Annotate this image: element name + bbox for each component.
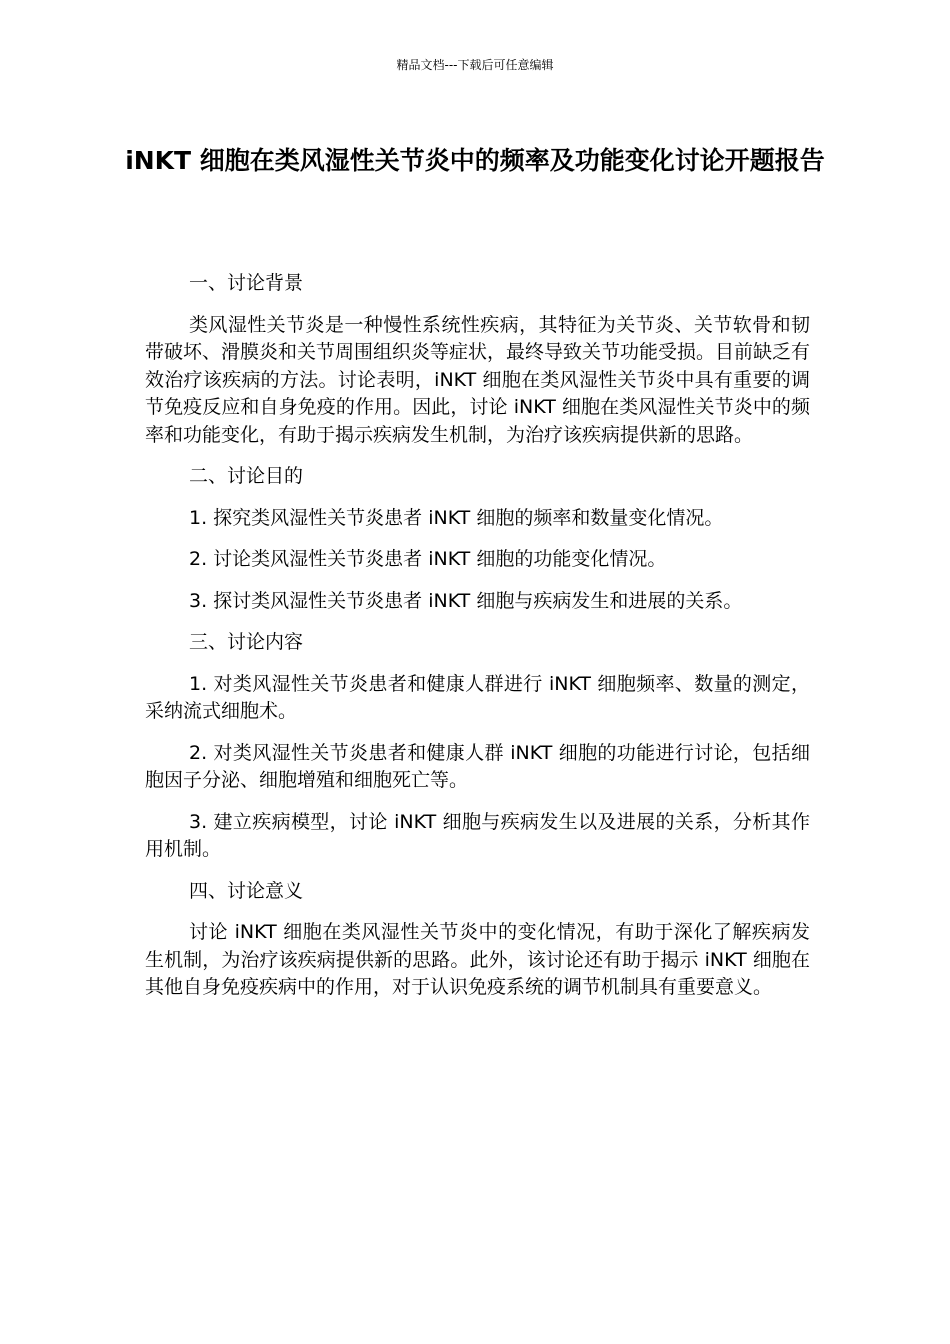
section-heading-background: 一、讨论背景 [189,272,304,294]
section-heading-significance: 四、讨论意义 [189,879,304,902]
document-body [145,270,810,1016]
significance-paragraph: 讨论 iNKT 细胞在类风湿性关节炎中的变化情况，有助于深化了解疾病发生机制，为治疗该疾病提供新的思路。此外，该讨论还有助于揭示 iNKT 细胞在其他自身免疫疾病中的作用，对于认识免疫系统的调节机制具有重要意义。 [145,921,810,998]
section-heading-objectives: 二、讨论目的 [189,465,304,487]
content-item-1: 1. 对类风湿性关节炎患者和健康人群进行 iNKT 细胞频率、数量的测定，采纳流式细胞术。 [145,672,810,722]
objective-item-2: 2. 讨论类风湿性关节炎患者 iNKT 细胞的功能变化情况。 [189,548,667,570]
content-item-3: 3. 建立疾病模型，讨论 iNKT 细胞与疾病发生以及进展的关系，分析其作用机制。 [145,810,810,860]
document-title: iNKT 细胞在类风湿性关节炎中的频率及功能变化讨论开题报告 [125,146,825,175]
page-header: 精品文档---下载后可任意编辑 [396,58,554,72]
objective-item-1: 1. 探究类风湿性关节炎患者 iNKT 细胞的频率和数量变化情况。 [189,506,724,529]
content-item-2: 2. 对类风湿性关节炎患者和健康人群 iNKT 细胞的功能进行讨论，包括细胞因子分泌、细胞增殖和细胞死亡等。 [145,741,810,791]
objective-item-3: 3. 探讨类风湿性关节炎患者 iNKT 细胞与疾病发生和进展的关系。 [189,589,743,612]
section-heading-content: 三、讨论内容 [189,631,304,653]
background-paragraph: 类风湿性关节炎是一种慢性系统性疾病，其特征为关节炎、关节软骨和韧带破坏、滑膜炎和关节周围组织炎等症状，最终导致关节功能受损。目前缺乏有效治疗该疾病的方法。讨论表明，iNKT 细胞在类风湿性关节炎中具有重要的调节免疫反应和自身免疫的作用。因此，讨论 iNKT 细胞在类风湿性关节炎中的频率和功能变化，有助于揭示疾病发生机制，为治疗该疾病提供新的思路。 [145,313,811,446]
